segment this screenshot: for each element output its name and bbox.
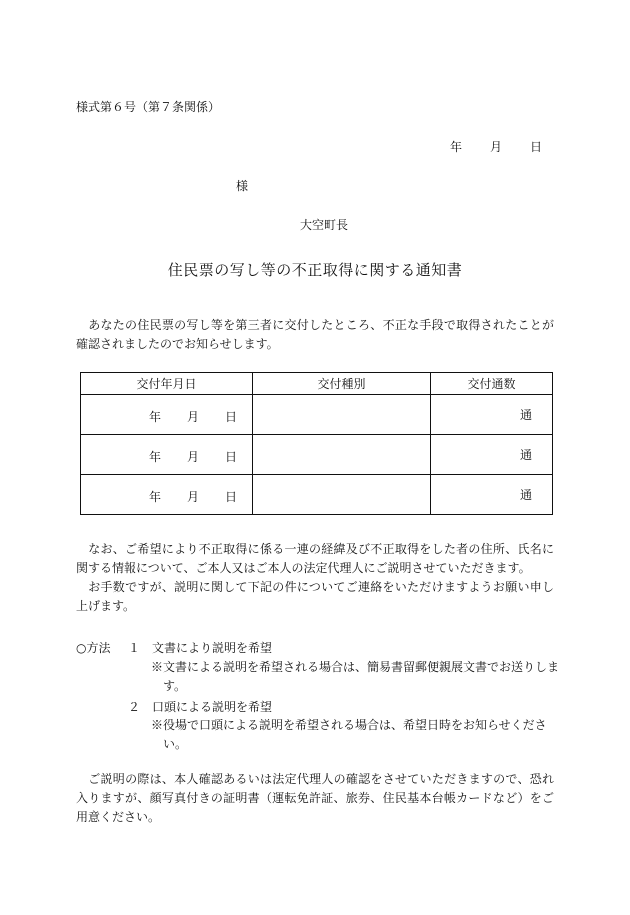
row-type [253,395,431,435]
option-2-label: 口頭による説明を希望 [152,700,273,714]
row-date [81,475,253,515]
row-count: 通 [431,475,553,515]
issue-date-year: 年 [450,140,463,154]
header-issue-count: 交付通数 [431,373,553,395]
addressee-suffix: 様 [236,179,249,193]
row-date [81,435,253,475]
method-heading: ○方法 [76,641,111,655]
header-issue-date: 交付年月日 [81,373,253,395]
row-type [253,475,431,515]
row-day: 日 [225,410,238,424]
row-year: 年 [149,450,162,464]
intro-text: あなたの住民票の写し等を第三者に交付したところ、不正な手段で取得されたことが確認されましたのでお知らせします。 [76,318,554,351]
contact-text: お手数ですが、説明に関して下記の件についてご連絡をいただけますようお願い申し上げます。 [76,580,554,613]
document-title: 住民票の写し等の不正取得に関する通知書 [167,261,463,279]
issuance-table [80,372,553,515]
option-2-number: ２ [128,700,141,714]
table-header-row [81,373,553,395]
option-2-note: ※役場で口頭による説明を希望される場合は、希望日時をお知らせください。 [151,718,547,751]
row-month: 月 [187,490,200,504]
option-1-number: １ [128,641,141,655]
row-month: 月 [187,450,200,464]
form-number: 様式第６号（第７条関係） [76,100,221,114]
table-row [81,435,553,475]
issue-date-day: 日 [530,140,543,154]
request-paragraph [76,540,554,578]
row-date [81,395,253,435]
row-count: 通 [431,435,553,475]
table-row [81,395,553,435]
table-row [81,475,553,515]
option-1-label: 文書により説明を希望 [152,641,273,655]
request-text: なお、ご希望により不正取得に係る一連の経緯及び不正取得をした者の住所、氏名に関する情報について、ご本人又はご本人の法定代理人にご説明させていただきます。 [76,542,554,575]
closing-text: ご説明の際は、本人確認あるいは法定代理人の確認をさせていただきますので、恐れ入りますが、顔写真付きの証明書（運転免許証、旅券、住民基本台帳カードなど）をご用意ください。 [76,772,554,824]
row-type [253,435,431,475]
row-day: 日 [225,450,238,464]
row-year: 年 [149,410,162,424]
issuer-name: 大空町長 [300,218,349,232]
option-1-note: ※文書による説明を希望される場合は、簡易書留郵便親展文書でお送りします。 [151,660,560,693]
row-year: 年 [149,490,162,504]
issue-date-month: 月 [490,140,503,154]
contact-paragraph [76,578,554,616]
row-count: 通 [431,395,553,435]
row-month: 月 [187,410,200,424]
closing-paragraph [76,770,554,827]
row-day: 日 [225,490,238,504]
issue-date [450,141,542,153]
header-issue-type: 交付種別 [253,373,431,395]
intro-paragraph [76,316,554,354]
